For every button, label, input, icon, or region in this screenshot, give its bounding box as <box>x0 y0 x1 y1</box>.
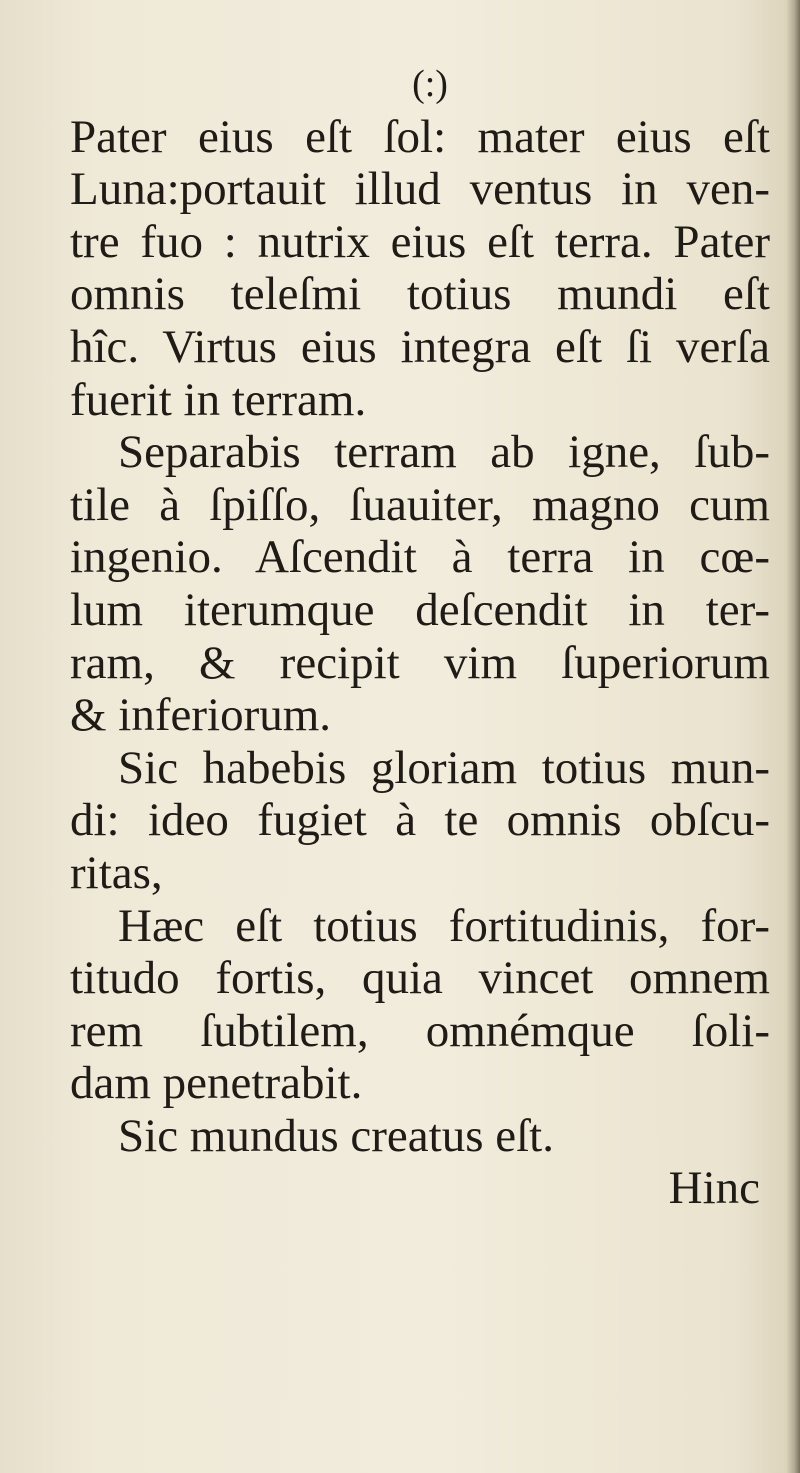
text-line: Luna:portauit illud ventus in ven- <box>70 163 770 216</box>
text-line: fuerit in terram. <box>70 373 367 426</box>
page-header: (:) <box>412 63 448 105</box>
paragraph-start: Separabis terram ab igne, ſub- <box>118 426 770 479</box>
text-line: rem ſubtilem, omnémque ſoli- <box>70 1004 770 1057</box>
paragraph-start: Hæc eſt totius fortitudinis, for- <box>118 899 770 952</box>
paragraph-start: Sic habebis gloriam totius mun- <box>118 741 770 794</box>
text-line: ram, & recipit vim ſuperiorum <box>70 636 770 689</box>
text-line: Pater eius eſt ſol: mater eius eſt <box>70 110 770 163</box>
text-line: ingenio. Aſcendit à terra in cœ- <box>70 531 770 584</box>
text-line: tile à ſpiſſo, ſuauiter, magno cum <box>70 478 770 531</box>
text-line: titudo fortis, quia vincet omnem <box>70 952 770 1005</box>
text-line: ritas, <box>70 846 163 899</box>
text-line: tre fuo : nutrix eius eſt terra. Pater <box>70 215 770 268</box>
catchword: Hinc <box>668 1162 760 1215</box>
text-line: lum iterumque deſcendit in ter- <box>70 583 770 636</box>
page-edge-shadow <box>786 0 800 1473</box>
text-line: omnis teleſmi totius mundi eſt <box>70 268 770 321</box>
text-line: hîc. Virtus eius integra eſt ſi verſa <box>70 320 770 373</box>
paragraph-start: Sic mundus creatus eſt. <box>118 1109 554 1162</box>
text-line: di: ideo fugiet à te omnis obſcu- <box>70 794 770 847</box>
text-line: dam penetrabit. <box>70 1057 363 1110</box>
page-text <box>70 58 770 1215</box>
text-line: & inferiorum. <box>70 689 332 742</box>
